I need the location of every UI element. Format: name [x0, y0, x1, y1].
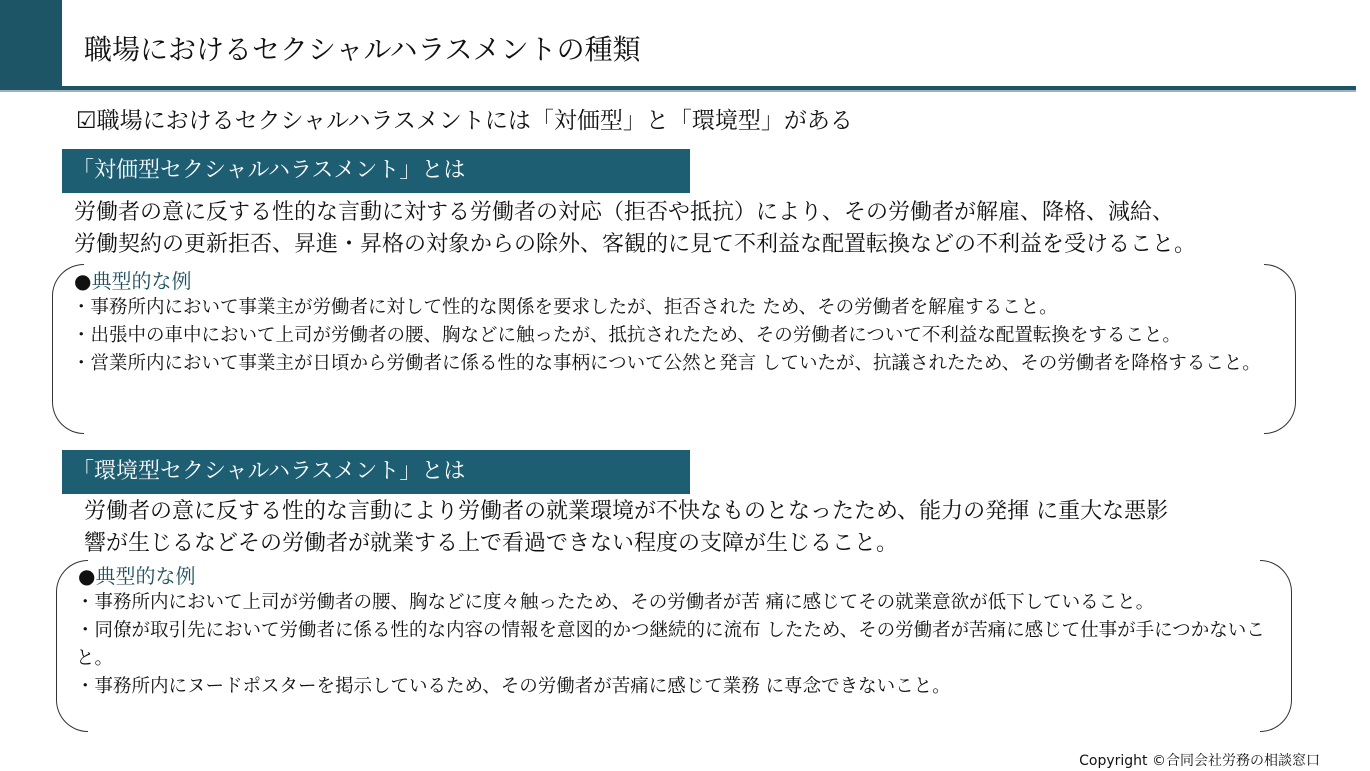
section-description-quid-pro-quo	[74, 197, 1196, 261]
list-item: ・事務所内にヌードポスターを掲示しているため、その労働者が苦痛に感じて業務 に専念できないこと。	[76, 676, 951, 697]
examples-heading-label: 典型的な例	[91, 269, 192, 293]
examples-list	[72, 294, 1282, 378]
section-description-hostile-environment	[84, 496, 1168, 560]
list-item: ・営業所内において事業主が日頃から労働者に係る性的な事柄について公然と発言 していたが、抗議されたため、その労働者を降格すること。	[72, 353, 1261, 374]
description-line: 響が生じるなどその労働者が就業する上で看過できない程度の支障が生じること。	[84, 531, 899, 556]
slide-title: 職場におけるセクシャルハラスメントの種類	[84, 33, 641, 66]
examples-box-quid-pro-quo	[52, 264, 1296, 434]
examples-heading-label: 典型的な例	[95, 564, 196, 588]
examples-box-hostile-environment	[56, 560, 1292, 732]
description-line: 労働者の意に反する性的な言動に対する労働者の対応（拒否や抵抗）により、その労働者が解雇、降格、減給、	[74, 200, 1175, 225]
slide-headline: ☑職場におけるセクシャルハラスメントには「対価型」と「環境型」がある	[76, 108, 853, 134]
title-accent-block	[0, 0, 62, 86]
examples-heading	[78, 562, 195, 590]
examples-list	[76, 589, 1278, 701]
section-banner-hostile-environment: 「環境型セクシャルハラスメント」とは	[62, 450, 690, 494]
description-line: 労働者の意に反する性的な言動により労働者の就業環境が不快なものとなったため、能力の発揮 に重大な悪影	[84, 499, 1169, 524]
list-item: ・事務所内において上司が労働者の腰、胸などに度々触ったため、その労働者が苦 痛に感じてその就業意欲が低下していること。	[76, 592, 1155, 613]
copyright-notice: Copyright ©合同会社労務の相談窓口	[1079, 753, 1320, 769]
title-underline-shadow	[0, 90, 1356, 92]
description-line: 労働契約の更新拒否、昇進・昇格の対象からの除外、客観的に見て不利益な配置転換などの不利益を受けること。	[74, 232, 1197, 257]
examples-heading	[74, 266, 191, 296]
list-item: ・同僚が取引先において労働者に係る性的な内容の情報を意図的かつ継続的に流布 したため、その労働者が苦痛に感じて仕事が手につかないこと。	[76, 620, 1265, 669]
list-item: ・事務所内において事業主が労働者に対して性的な関係を要求したが、拒否された ため、その労働者を解雇すること。	[72, 297, 1058, 318]
section-banner-quid-pro-quo: 「対価型セクシャルハラスメント」とは	[62, 149, 690, 193]
bullet-dot-icon: ●	[78, 564, 96, 588]
list-item: ・出張中の車中において上司が労働者の腰、胸などに触ったが、抵抗されたため、その労働者について不利益な配置転換をすること。	[72, 325, 1181, 346]
bullet-dot-icon: ●	[74, 269, 92, 293]
